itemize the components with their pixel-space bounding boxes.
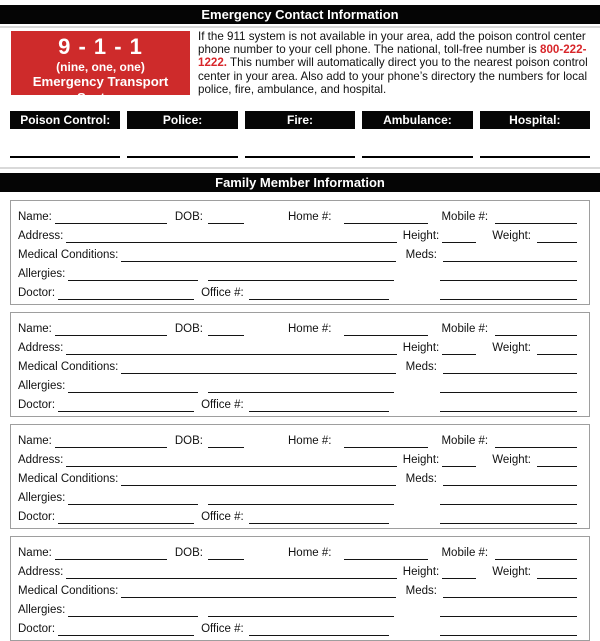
allergies-blank[interactable] xyxy=(68,614,198,617)
meds-label: Meds: xyxy=(405,249,437,262)
office-phone-label: Office #: xyxy=(201,399,244,412)
home-phone-blank[interactable] xyxy=(344,557,428,560)
family-member-block xyxy=(10,200,590,305)
family-member-block xyxy=(10,312,590,417)
allergies-label: Allergies: xyxy=(18,268,66,281)
medical-conditions-label: Medical Conditions: xyxy=(18,361,119,374)
member-row-allergies xyxy=(18,374,577,393)
office-phone-blank[interactable] xyxy=(249,633,389,636)
medical-conditions-blank[interactable] xyxy=(121,371,395,374)
weight-blank[interactable] xyxy=(537,240,577,243)
family-section-header: Family Member Information xyxy=(0,173,600,192)
poison-control-instructions xyxy=(198,30,590,96)
height-label: Height: xyxy=(402,342,440,355)
emergency-contacts-labels-row xyxy=(0,111,600,129)
emergency-section-header: Emergency Contact Information xyxy=(0,5,600,24)
allergies-label: Allergies: xyxy=(18,604,66,617)
doctor-blank[interactable] xyxy=(58,633,194,636)
height-blank[interactable] xyxy=(442,464,476,467)
family-member-block xyxy=(10,536,590,641)
home-phone-label: Home #: xyxy=(288,435,332,448)
medical-conditions-blank[interactable] xyxy=(121,259,395,262)
weight-label: Weight: xyxy=(492,454,531,467)
allergies-blank[interactable] xyxy=(68,278,198,281)
dob-label: DOB: xyxy=(174,547,203,560)
fire-label: Fire: xyxy=(245,111,355,129)
height-blank[interactable] xyxy=(442,352,476,355)
doctor-blank[interactable] xyxy=(58,297,194,300)
height-blank[interactable] xyxy=(442,240,476,243)
instructions-text-before: If the 911 system is not available in your area, add the poison control center phone number to your cell phone. The national, toll-free number is xyxy=(198,30,586,57)
height-blank[interactable] xyxy=(442,576,476,579)
allergies-continuation-blank[interactable] xyxy=(208,278,394,281)
doctor-blank[interactable] xyxy=(58,409,194,412)
name-label: Name: xyxy=(18,547,52,560)
mobile-phone-blank[interactable] xyxy=(495,557,577,560)
member-row-name xyxy=(18,429,577,448)
police-label: Police: xyxy=(127,111,237,129)
doctor-blank[interactable] xyxy=(58,521,194,524)
allergies-blank[interactable] xyxy=(68,390,198,393)
office-phone-blank[interactable] xyxy=(249,409,389,412)
member-row-name xyxy=(18,317,577,336)
member-row-address xyxy=(18,224,577,243)
member-row-doctor xyxy=(18,393,577,412)
weight-blank[interactable] xyxy=(537,352,577,355)
dob-blank[interactable] xyxy=(208,557,244,560)
member-row-doctor xyxy=(18,281,577,300)
member-row-name xyxy=(18,541,577,560)
dob-label: DOB: xyxy=(174,435,203,448)
address-label: Address: xyxy=(18,230,64,243)
meds-blank[interactable] xyxy=(443,483,577,486)
hospital-label: Hospital: xyxy=(480,111,590,129)
doctor-label: Doctor: xyxy=(18,287,56,300)
medical-conditions-label: Medical Conditions: xyxy=(18,249,119,262)
member-row-medical xyxy=(18,243,577,262)
address-blank[interactable] xyxy=(66,352,396,355)
mobile-phone-label: Mobile #: xyxy=(441,547,489,560)
address-label: Address: xyxy=(18,454,64,467)
meds-blank[interactable] xyxy=(443,595,577,598)
mobile-phone-label: Mobile #: xyxy=(441,435,489,448)
meds-continuation-blank[interactable] xyxy=(440,278,577,281)
name-blank[interactable] xyxy=(55,445,167,448)
hospital-blank[interactable] xyxy=(480,156,590,158)
mobile-phone-blank[interactable] xyxy=(495,445,577,448)
medical-conditions-label: Medical Conditions: xyxy=(18,473,119,486)
address-label: Address: xyxy=(18,566,64,579)
allergies-label: Allergies: xyxy=(18,492,66,505)
poison-phone-number: 800-222-1222. xyxy=(198,43,587,70)
family-member-block xyxy=(10,424,590,529)
height-label: Height: xyxy=(402,566,440,579)
911-system-label: Emergency Transport System xyxy=(32,74,169,105)
member-row-allergies xyxy=(18,486,577,505)
meds-label: Meds: xyxy=(405,585,437,598)
dob-label: DOB: xyxy=(174,211,203,224)
name-label: Name: xyxy=(18,211,52,224)
member-row-allergies xyxy=(18,262,577,281)
home-phone-label: Home #: xyxy=(288,211,332,224)
section-divider xyxy=(0,26,600,28)
instructions-text-after: This number will automatically direct you to the nearest poison control center in your area. Also add to your phone’s directory the numbers for local police, fire, ambulance, and hospital. xyxy=(198,56,588,96)
weight-label: Weight: xyxy=(492,342,531,355)
name-blank[interactable] xyxy=(55,333,167,336)
section-divider xyxy=(0,167,600,169)
address-blank[interactable] xyxy=(66,464,396,467)
dob-blank[interactable] xyxy=(208,445,244,448)
poison-control-label: Poison Control: xyxy=(10,111,120,129)
allergies-blank[interactable] xyxy=(68,502,198,505)
member-row-doctor xyxy=(18,617,577,636)
address-blank[interactable] xyxy=(66,240,396,243)
office-phone-blank[interactable] xyxy=(249,521,389,524)
office-phone-label: Office #: xyxy=(201,287,244,300)
911-phonetic: (nine, one, one) xyxy=(56,60,145,74)
meds-blank[interactable] xyxy=(443,259,577,262)
emergency-contacts-blanks-row xyxy=(0,156,600,158)
emergency-911-box xyxy=(11,31,190,105)
home-phone-label: Home #: xyxy=(288,547,332,560)
meds-continuation-blank[interactable] xyxy=(440,502,577,505)
meds-continuation-blank[interactable] xyxy=(440,521,577,524)
meds-continuation-blank[interactable] xyxy=(440,297,577,300)
dob-blank[interactable] xyxy=(208,333,244,336)
meds-continuation-blank[interactable] xyxy=(440,390,577,393)
meds-continuation-blank[interactable] xyxy=(440,633,577,636)
allergies-label: Allergies: xyxy=(18,380,66,393)
ambulance-blank[interactable] xyxy=(362,156,472,158)
weight-blank[interactable] xyxy=(537,464,577,467)
office-phone-label: Office #: xyxy=(201,511,244,524)
address-label: Address: xyxy=(18,342,64,355)
home-phone-blank[interactable] xyxy=(344,445,428,448)
mobile-phone-blank[interactable] xyxy=(495,333,577,336)
doctor-label: Doctor: xyxy=(18,623,56,636)
home-phone-blank[interactable] xyxy=(344,221,428,224)
name-blank[interactable] xyxy=(55,221,167,224)
weight-label: Weight: xyxy=(492,230,531,243)
office-phone-label: Office #: xyxy=(201,623,244,636)
name-label: Name: xyxy=(18,323,52,336)
weight-blank[interactable] xyxy=(537,576,577,579)
poison-control-blank[interactable] xyxy=(10,156,120,158)
meds-continuation-blank[interactable] xyxy=(440,409,577,412)
weight-label: Weight: xyxy=(492,566,531,579)
medical-conditions-blank[interactable] xyxy=(121,483,395,486)
doctor-label: Doctor: xyxy=(18,511,56,524)
allergies-continuation-blank[interactable] xyxy=(208,502,394,505)
911-number: 9 - 1 - 1 xyxy=(58,34,143,59)
height-label: Height: xyxy=(402,230,440,243)
meds-continuation-blank[interactable] xyxy=(440,614,577,617)
meds-label: Meds: xyxy=(405,361,437,374)
name-label: Name: xyxy=(18,435,52,448)
meds-blank[interactable] xyxy=(443,371,577,374)
member-row-allergies xyxy=(18,598,577,617)
medical-conditions-blank[interactable] xyxy=(121,595,395,598)
member-row-doctor xyxy=(18,505,577,524)
home-phone-label: Home #: xyxy=(288,323,332,336)
member-row-medical xyxy=(18,579,577,598)
allergies-continuation-blank[interactable] xyxy=(208,390,394,393)
home-phone-blank[interactable] xyxy=(344,333,428,336)
mobile-phone-blank[interactable] xyxy=(495,221,577,224)
intro-section xyxy=(11,30,590,105)
height-label: Height: xyxy=(402,454,440,467)
mobile-phone-label: Mobile #: xyxy=(441,211,489,224)
meds-label: Meds: xyxy=(405,473,437,486)
member-row-name xyxy=(18,205,577,224)
name-blank[interactable] xyxy=(55,557,167,560)
member-row-address xyxy=(18,560,577,579)
dob-blank[interactable] xyxy=(208,221,244,224)
fire-blank[interactable] xyxy=(245,156,355,158)
mobile-phone-label: Mobile #: xyxy=(441,323,489,336)
member-row-address xyxy=(18,336,577,355)
allergies-continuation-blank[interactable] xyxy=(208,614,394,617)
member-row-medical xyxy=(18,467,577,486)
police-blank[interactable] xyxy=(127,156,237,158)
member-row-medical xyxy=(18,355,577,374)
ambulance-label: Ambulance: xyxy=(362,111,472,129)
family-members-list xyxy=(0,200,600,641)
dob-label: DOB: xyxy=(174,323,203,336)
doctor-label: Doctor: xyxy=(18,399,56,412)
medical-conditions-label: Medical Conditions: xyxy=(18,585,119,598)
address-blank[interactable] xyxy=(66,576,396,579)
member-row-address xyxy=(18,448,577,467)
office-phone-blank[interactable] xyxy=(249,297,389,300)
